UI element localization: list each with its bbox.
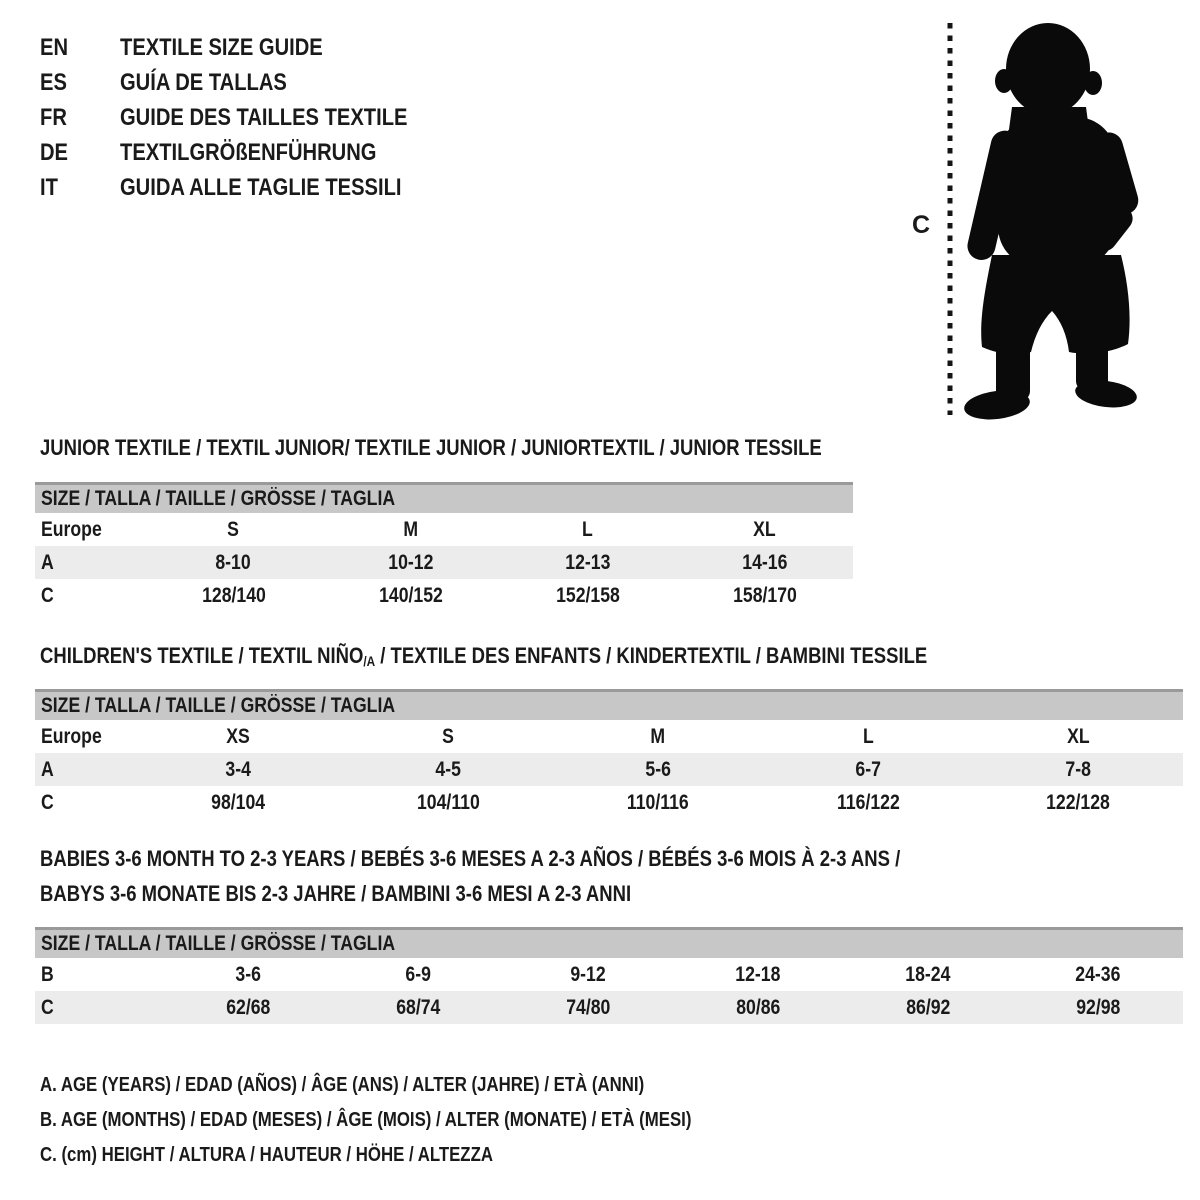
size-value-cell: 80/86 [735, 995, 781, 1019]
legend-line: C. (cm) HEIGHT / ALTURA / HAUTEUR / HÖHE / ALTEZZA [40, 1144, 493, 1166]
row-label: A [41, 550, 54, 574]
size-value-cell: 92/98 [1075, 995, 1121, 1019]
size-value-cell: 7-8 [1065, 757, 1091, 781]
language-code: DE [40, 138, 69, 166]
language-code: IT [40, 173, 58, 201]
size-value-cell: 6-7 [855, 757, 881, 781]
size-value-cell: 10-12 [387, 550, 434, 574]
language-code: FR [40, 103, 67, 131]
size-header-bar: SIZE / TALLA / TAILLE / GRÖSSE / TAGLIA [35, 689, 1183, 720]
table-row [35, 991, 1183, 1024]
size-value-cell: 122/128 [1046, 790, 1110, 814]
region-label: Europe [41, 724, 102, 748]
size-column-header: M [650, 724, 666, 748]
language-row [40, 100, 462, 135]
row-label: A [41, 757, 54, 781]
language-row [40, 30, 462, 65]
size-value-cell: 68/74 [395, 995, 441, 1019]
size-value-cell: 140/152 [378, 583, 443, 607]
size-value-cell: 104/110 [416, 790, 480, 814]
size-value-cell: 5-6 [645, 757, 671, 781]
size-header-bar: SIZE / TALLA / TAILLE / GRÖSSE / TAGLIA [35, 482, 853, 513]
size-column-header: L [862, 724, 874, 748]
size-header-bar: SIZE / TALLA / TAILLE / GRÖSSE / TAGLIA [35, 927, 1183, 958]
size-value-cell: 14-16 [741, 550, 788, 574]
height-measure-label: C [912, 211, 931, 239]
heading-subscript: /A [363, 653, 376, 669]
legend [40, 1068, 816, 1173]
size-value-cell: 116/122 [836, 790, 900, 814]
size-column-header: S [227, 517, 240, 541]
size-value-cell: 152/158 [555, 583, 620, 607]
table-row [35, 958, 1183, 991]
size-column-header: L [582, 517, 593, 541]
row-label: B [41, 962, 54, 986]
babies-section-heading: BABIES 3-6 MONTH TO 2-3 YEARS / BEBÉS 3-6 MESES A 2-3 AÑOS / BÉBÉS 3-6 MOIS À 2-3 ANS / BABYS 3-6 MONATE BIS 2-3 JAHRE / BAMBINI 3-6 MESI A 2-3 ANNI [40, 846, 901, 906]
size-figure [900, 15, 1170, 425]
toddler-silhouette [963, 23, 1142, 423]
size-value-cell: 6-9 [405, 962, 431, 986]
size-column-header: XS [226, 724, 250, 748]
language-row [40, 65, 462, 100]
size-column-header: M [403, 517, 418, 541]
size-value-cell: 18-24 [905, 962, 951, 986]
table-row [35, 753, 1183, 786]
language-title: TEXTILE SIZE GUIDE [120, 33, 323, 61]
size-column-header: XL [753, 517, 776, 541]
children-size-table [35, 689, 1183, 819]
size-value-cell: 128/140 [201, 583, 266, 607]
size-value-cell: 3-4 [225, 757, 251, 781]
legend-line: A. AGE (YEARS) / EDAD (AÑOS) / ÂGE (ANS) / ALTER (JAHRE) / ETÀ (ANNI) [40, 1074, 645, 1096]
size-value-cell: 98/104 [211, 790, 265, 814]
size-columns-row [35, 513, 853, 546]
table-row [35, 786, 1183, 819]
size-value-cell: 12-18 [735, 962, 781, 986]
toddler-silhouette-graphic [900, 15, 1170, 425]
size-value-cell: 9-12 [570, 962, 606, 986]
table-row [35, 546, 853, 579]
size-column-header: S [442, 724, 454, 748]
babies-size-table [35, 927, 1183, 1024]
language-row [40, 170, 462, 205]
size-value-cell: 3-6 [235, 962, 261, 986]
junior-section-heading: JUNIOR TEXTILE / TEXTIL JUNIOR/ TEXTILE JUNIOR / JUNIORTEXTIL / JUNIOR TESSILE [40, 435, 822, 460]
language-code: ES [40, 68, 67, 96]
language-title: GUIDE DES TAILLES TEXTILE [120, 103, 408, 131]
region-label: Europe [41, 517, 102, 541]
size-value-cell: 62/68 [225, 995, 271, 1019]
row-label: C [41, 995, 54, 1019]
size-value-cell: 74/80 [565, 995, 611, 1019]
size-value-cell: 12-13 [564, 550, 611, 574]
row-label: C [41, 583, 54, 607]
size-value-cell: 24-36 [1075, 962, 1121, 986]
row-label: C [41, 790, 54, 814]
size-column-header: XL [1066, 724, 1090, 748]
language-code: EN [40, 33, 69, 61]
table-row [35, 579, 853, 612]
language-row [40, 135, 462, 170]
language-title: TEXTILGRÖßENFÜHRUNG [120, 138, 377, 166]
junior-size-table [35, 482, 853, 612]
language-title: GUÍA DE TALLAS [120, 68, 287, 96]
size-value-cell: 4-5 [435, 757, 461, 781]
language-title: GUIDA ALLE TAGLIE TESSILI [120, 173, 402, 201]
size-value-cell: 8-10 [215, 550, 252, 574]
size-value-cell: 110/116 [627, 790, 689, 814]
children-section-heading: CHILDREN'S TEXTILE / TEXTIL NIÑO/A / TEXTILE DES ENFANTS / KINDERTEXTIL / BAMBINI TESSILE [40, 643, 928, 669]
size-columns-row [35, 720, 1183, 753]
size-value-cell: 86/92 [905, 995, 951, 1019]
legend-line: B. AGE (MONTHS) / EDAD (MESES) / ÂGE (MOIS) / ALTER (MONATE) / ETÀ (MESI) [40, 1109, 692, 1131]
size-value-cell: 158/170 [732, 583, 797, 607]
language-header [40, 30, 462, 205]
